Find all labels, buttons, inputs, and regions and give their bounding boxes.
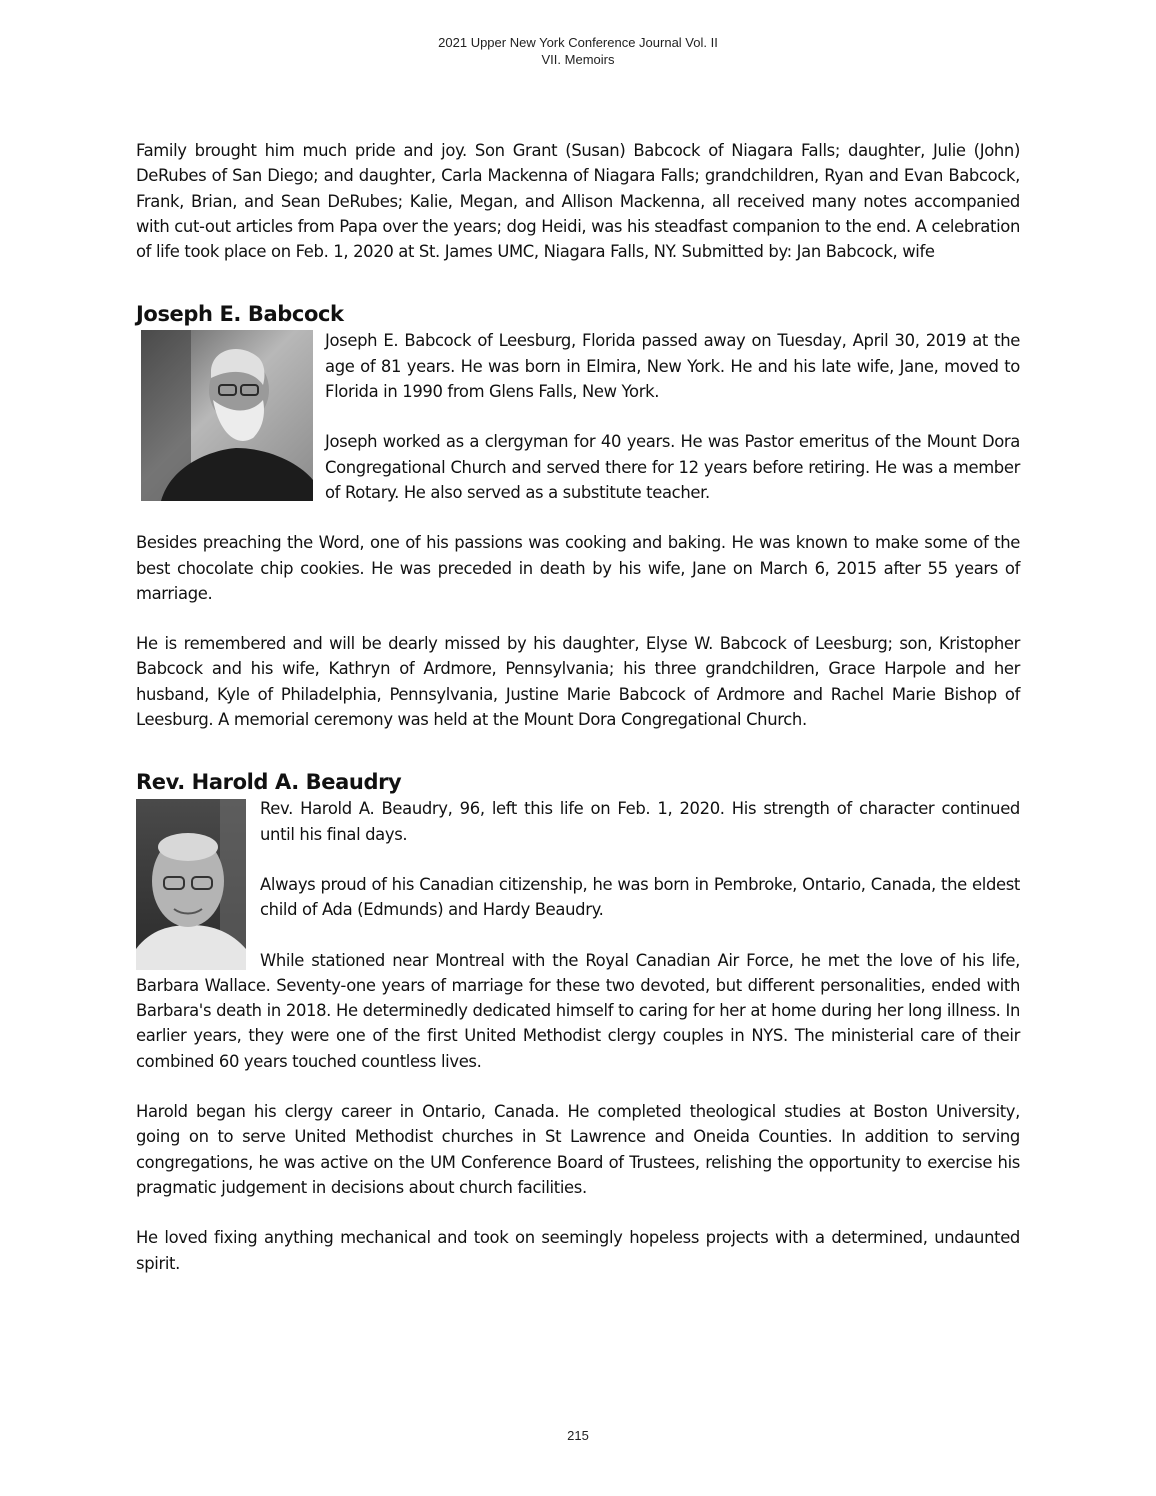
memoir-paragraph: Always proud of his Canadian citizenship, he was born in Pembroke, Ontario, Canada, the eldest child of Ada (Edmunds) and Hardy Beaudry. [260, 874, 1020, 920]
memoir-paragraph: While stationed near Montreal with the Royal Canadian Air Force, he met the love of his life, Barbara Wallace. Seventy-one years of marriage for these two devoted, but different personalities, ended with Barbara's death in 2018. He determinedly dedicated himself to caring for her at home during her long illness. In earlier years, they were one of the first United Methodist clergy couples in NYS. The ministerial care of their combined 60 years touched countless lives. [136, 950, 1020, 1071]
journal-title: 2021 Upper New York Conference Journal Vol. II [438, 35, 718, 50]
page-content [136, 138, 1020, 1276]
portrait-photo [136, 799, 246, 970]
memoir-paragraph: Rev. Harold A. Beaudry, 96, left this life on Feb. 1, 2020. His strength of character continued until his final days. [260, 799, 1020, 844]
section-title: VII. Memoirs [541, 52, 615, 67]
memoir-harold-beaudry [136, 768, 1020, 1275]
memoir-paragraph: Joseph E. Babcock of Leesburg, Florida passed away on Tuesday, April 30, 2019 at the age of 81 years. He was born in Elmira, New York. He and his late wife, Jane, moved to Florida in 1990 from Glens Falls, New York. [325, 331, 1020, 402]
page-number: 215 [567, 1428, 589, 1443]
portrait-photo [141, 330, 313, 501]
memoir-heading: Joseph E. Babcock [136, 302, 344, 327]
memoir-paragraph: He loved fixing anything mechanical and took on seemingly hopeless projects with a determined, undaunted spirit. [136, 1228, 1020, 1273]
memoir-paragraph: He is remembered and will be dearly missed by his daughter, Elyse W. Babcock of Leesburg; son, Kristopher Babcock and his wife, Kathryn of Ardmore, Pennsylvania; his three grandchildren, Grace Harpole and her husband, Kyle of Philadelphia, Pennsylvania, Justine Marie Babcock of Ardmore and Rachel Marie Bishop of Leesburg. A memorial ceremony was held at the Mount Dora Congregational Church. [136, 634, 1020, 730]
memoir-paragraph: Harold began his clergy career in Ontario, Canada. He completed theological studies at Boston University, going on to serve United Methodist churches in St Lawrence and Oneida Counties. In addition to serving congregations, he was active on the UM Conference Board of Trustees, relishing the opportunity to exercise his pragmatic judgement in decisions about church facilities. [136, 1102, 1020, 1197]
memoir-paragraph: Joseph worked as a clergyman for 40 years. He was Pastor emeritus of the Mount Dora Congregational Church and served there for 12 years before retiring. He was a member of Rotary. He also served as a substitute teacher. [325, 432, 1020, 502]
memoir-paragraph: Besides preaching the Word, one of his passions was cooking and baking. He was known to make some of the best chocolate chip cookies. He was preceded in death by his wife, Jane on March 6, 2015 after 55 years of marriage. [136, 533, 1020, 603]
memoir-heading: Rev. Harold A. Beaudry [136, 770, 402, 795]
intro-paragraph: Family brought him much pride and joy. Son Grant (Susan) Babcock of Niagara Falls; daughter, Julie (John) DeRubes of San Diego; and daughter, Carla Mackenna of Niagara Falls; grandchildren, Ryan and Evan Babcock, Frank, Brian, and Sean DeRubes; Kalie, Megan, and Allison Mackenna, all received many notes accompanied with cut-out articles from Papa over the years; dog Heidi, was his steadfast companion to the end. A celebration of life took place on Feb. 1, 2020 at St. James UMC, Niagara Falls, NY. Submitted by: Jan Babcock, wife [136, 141, 1020, 262]
memoir-joseph-babcock [136, 300, 1020, 732]
running-header [0, 34, 1156, 68]
